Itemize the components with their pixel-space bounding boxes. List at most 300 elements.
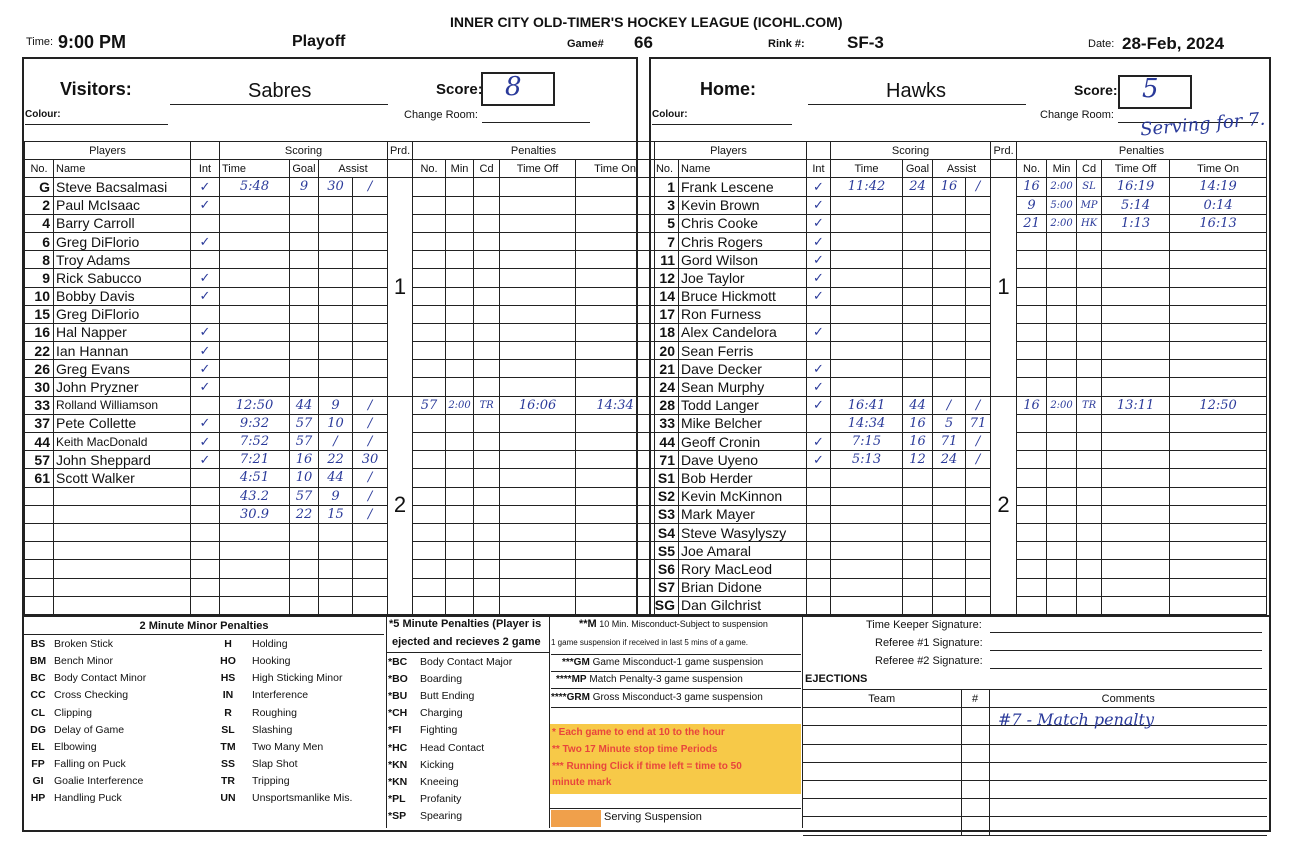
penalty-off[interactable] bbox=[1102, 287, 1170, 305]
ejection-num[interactable] bbox=[961, 799, 989, 817]
penalty-on[interactable] bbox=[576, 269, 655, 287]
penalty-cd[interactable] bbox=[474, 414, 500, 432]
assist-2[interactable] bbox=[966, 287, 991, 305]
goal-time[interactable] bbox=[220, 251, 290, 269]
penalty-min[interactable] bbox=[446, 360, 474, 378]
penalty-no[interactable] bbox=[413, 323, 446, 341]
assist-1[interactable]: 44 bbox=[319, 469, 353, 487]
goal-scorer[interactable]: 57 bbox=[290, 487, 319, 505]
ejection-num[interactable] bbox=[961, 817, 989, 835]
penalty-no[interactable] bbox=[413, 178, 446, 196]
assist-1[interactable] bbox=[319, 196, 353, 214]
goal-scorer[interactable]: 12 bbox=[903, 451, 933, 469]
penalty-on[interactable] bbox=[576, 360, 655, 378]
player-int-check[interactable] bbox=[807, 487, 831, 505]
assist-2[interactable] bbox=[353, 323, 388, 341]
assist-2[interactable] bbox=[353, 523, 388, 541]
penalty-cd[interactable] bbox=[474, 542, 500, 560]
penalty-cd[interactable] bbox=[474, 342, 500, 360]
player-int-check[interactable]: ✓ bbox=[191, 378, 220, 396]
goal-time[interactable]: 4:51 bbox=[220, 469, 290, 487]
assist-1[interactable] bbox=[933, 560, 966, 578]
penalty-cd[interactable] bbox=[474, 378, 500, 396]
penalty-cd[interactable] bbox=[474, 505, 500, 523]
penalty-on[interactable] bbox=[576, 232, 655, 250]
penalty-min[interactable] bbox=[1047, 451, 1077, 469]
player-int-check[interactable]: ✓ bbox=[191, 269, 220, 287]
goal-time[interactable]: 7:21 bbox=[220, 451, 290, 469]
penalty-off[interactable] bbox=[1102, 232, 1170, 250]
penalty-on[interactable] bbox=[576, 214, 655, 232]
penalty-no[interactable]: 16 bbox=[1017, 178, 1047, 196]
player-int-check[interactable]: ✓ bbox=[807, 396, 831, 414]
goal-time[interactable] bbox=[220, 305, 290, 323]
penalty-off[interactable] bbox=[1102, 323, 1170, 341]
penalty-off[interactable] bbox=[1102, 578, 1170, 596]
assist-1[interactable] bbox=[933, 232, 966, 250]
penalty-min[interactable] bbox=[446, 323, 474, 341]
penalty-off[interactable] bbox=[500, 414, 576, 432]
penalty-no[interactable] bbox=[1017, 342, 1047, 360]
penalty-min[interactable]: 2:00 bbox=[1047, 214, 1077, 232]
goal-scorer[interactable]: 10 bbox=[290, 469, 319, 487]
penalty-off[interactable] bbox=[500, 578, 576, 596]
goal-scorer[interactable] bbox=[903, 323, 933, 341]
assist-1[interactable]: / bbox=[933, 396, 966, 414]
penalty-cd[interactable] bbox=[474, 196, 500, 214]
penalty-min[interactable]: 5:00 bbox=[1047, 196, 1077, 214]
ejection-team[interactable] bbox=[803, 799, 961, 817]
assist-1[interactable] bbox=[933, 251, 966, 269]
penalty-on[interactable]: 0:14 bbox=[1170, 196, 1267, 214]
penalty-off[interactable] bbox=[500, 542, 576, 560]
assist-2[interactable]: / bbox=[353, 469, 388, 487]
penalty-min[interactable] bbox=[1047, 414, 1077, 432]
assist-1[interactable] bbox=[319, 269, 353, 287]
goal-time[interactable] bbox=[831, 560, 903, 578]
penalty-on[interactable] bbox=[576, 378, 655, 396]
goal-time[interactable] bbox=[220, 232, 290, 250]
penalty-off[interactable] bbox=[500, 505, 576, 523]
assist-1[interactable]: / bbox=[319, 433, 353, 451]
goal-time[interactable] bbox=[831, 196, 903, 214]
assist-1[interactable] bbox=[319, 378, 353, 396]
ejection-num[interactable] bbox=[961, 726, 989, 744]
goal-time[interactable] bbox=[831, 487, 903, 505]
penalty-on[interactable]: 14:19 bbox=[1170, 178, 1267, 196]
penalty-min[interactable]: 2:00 bbox=[1047, 178, 1077, 196]
assist-2[interactable] bbox=[966, 196, 991, 214]
goal-time[interactable] bbox=[220, 214, 290, 232]
goal-scorer[interactable] bbox=[903, 360, 933, 378]
ejection-team[interactable] bbox=[803, 744, 961, 762]
penalty-cd[interactable] bbox=[1077, 433, 1102, 451]
assist-1[interactable] bbox=[319, 596, 353, 614]
goal-time[interactable] bbox=[831, 251, 903, 269]
assist-1[interactable]: 16 bbox=[933, 178, 966, 196]
player-int-check[interactable]: ✓ bbox=[807, 360, 831, 378]
assist-1[interactable]: 24 bbox=[933, 451, 966, 469]
assist-2[interactable] bbox=[966, 269, 991, 287]
penalty-on[interactable] bbox=[1170, 232, 1267, 250]
assist-2[interactable] bbox=[966, 342, 991, 360]
goal-time[interactable] bbox=[831, 469, 903, 487]
penalty-off[interactable] bbox=[1102, 542, 1170, 560]
penalty-cd[interactable] bbox=[474, 578, 500, 596]
assist-2[interactable] bbox=[966, 251, 991, 269]
goal-time[interactable] bbox=[831, 323, 903, 341]
penalty-min[interactable] bbox=[446, 232, 474, 250]
penalty-cd[interactable]: TR bbox=[474, 396, 500, 414]
goal-scorer[interactable] bbox=[903, 287, 933, 305]
penalty-cd[interactable] bbox=[474, 305, 500, 323]
penalty-on[interactable] bbox=[576, 560, 655, 578]
goal-scorer[interactable] bbox=[903, 305, 933, 323]
assist-1[interactable] bbox=[319, 342, 353, 360]
goal-scorer[interactable] bbox=[290, 232, 319, 250]
penalty-no[interactable] bbox=[1017, 360, 1047, 378]
assist-1[interactable] bbox=[933, 305, 966, 323]
player-int-check[interactable]: ✓ bbox=[807, 251, 831, 269]
goal-scorer[interactable]: 24 bbox=[903, 178, 933, 196]
ejection-team[interactable] bbox=[803, 726, 961, 744]
goal-time[interactable] bbox=[831, 305, 903, 323]
assist-1[interactable] bbox=[933, 323, 966, 341]
player-int-check[interactable] bbox=[807, 578, 831, 596]
goal-scorer[interactable] bbox=[903, 542, 933, 560]
penalty-min[interactable] bbox=[446, 433, 474, 451]
player-int-check[interactable] bbox=[191, 214, 220, 232]
assist-2[interactable] bbox=[966, 523, 991, 541]
goal-scorer[interactable] bbox=[290, 596, 319, 614]
assist-2[interactable] bbox=[353, 378, 388, 396]
penalty-on[interactable] bbox=[576, 414, 655, 432]
goal-scorer[interactable] bbox=[903, 469, 933, 487]
penalty-min[interactable] bbox=[446, 196, 474, 214]
assist-2[interactable]: / bbox=[966, 178, 991, 196]
referee2-signature-line[interactable] bbox=[990, 668, 1262, 669]
goal-scorer[interactable] bbox=[290, 560, 319, 578]
goal-time[interactable] bbox=[831, 523, 903, 541]
player-int-check[interactable]: ✓ bbox=[807, 323, 831, 341]
assist-1[interactable] bbox=[319, 305, 353, 323]
timekeeper-signature-line[interactable] bbox=[990, 632, 1262, 633]
assist-2[interactable]: / bbox=[353, 396, 388, 414]
penalty-no[interactable] bbox=[413, 342, 446, 360]
penalty-on[interactable] bbox=[1170, 542, 1267, 560]
penalty-on[interactable] bbox=[576, 342, 655, 360]
player-int-check[interactable] bbox=[191, 487, 220, 505]
player-int-check[interactable] bbox=[807, 342, 831, 360]
goal-scorer[interactable] bbox=[290, 578, 319, 596]
player-int-check[interactable] bbox=[191, 523, 220, 541]
penalty-no[interactable] bbox=[1017, 542, 1047, 560]
player-int-check[interactable] bbox=[191, 251, 220, 269]
penalty-no[interactable]: 57 bbox=[413, 396, 446, 414]
penalty-off[interactable] bbox=[500, 596, 576, 614]
goal-time[interactable]: 43.2 bbox=[220, 487, 290, 505]
penalty-cd[interactable] bbox=[474, 269, 500, 287]
player-int-check[interactable]: ✓ bbox=[191, 232, 220, 250]
penalty-cd[interactable] bbox=[1077, 269, 1102, 287]
player-int-check[interactable]: ✓ bbox=[191, 287, 220, 305]
goal-time[interactable] bbox=[220, 269, 290, 287]
penalty-on[interactable] bbox=[1170, 433, 1267, 451]
penalty-no[interactable] bbox=[413, 505, 446, 523]
assist-2[interactable] bbox=[966, 360, 991, 378]
player-int-check[interactable] bbox=[807, 596, 831, 614]
goal-scorer[interactable]: 16 bbox=[903, 433, 933, 451]
ejection-team[interactable] bbox=[803, 762, 961, 780]
penalty-no[interactable] bbox=[1017, 287, 1047, 305]
goal-time[interactable] bbox=[831, 287, 903, 305]
assist-2[interactable] bbox=[966, 378, 991, 396]
assist-2[interactable] bbox=[353, 305, 388, 323]
penalty-off[interactable]: 13:11 bbox=[1102, 396, 1170, 414]
goal-scorer[interactable] bbox=[903, 196, 933, 214]
penalty-min[interactable] bbox=[446, 578, 474, 596]
goal-time[interactable] bbox=[831, 578, 903, 596]
penalty-min[interactable]: 2:00 bbox=[1047, 396, 1077, 414]
goal-time[interactable] bbox=[220, 596, 290, 614]
player-int-check[interactable]: ✓ bbox=[191, 178, 220, 196]
penalty-min[interactable] bbox=[1047, 232, 1077, 250]
penalty-cd[interactable] bbox=[474, 596, 500, 614]
player-int-check[interactable]: ✓ bbox=[807, 232, 831, 250]
player-int-check[interactable]: ✓ bbox=[191, 342, 220, 360]
assist-1[interactable] bbox=[933, 196, 966, 214]
penalty-min[interactable] bbox=[1047, 433, 1077, 451]
penalty-min[interactable] bbox=[446, 251, 474, 269]
goal-time[interactable] bbox=[831, 596, 903, 614]
penalty-on[interactable] bbox=[576, 251, 655, 269]
penalty-cd[interactable] bbox=[1077, 578, 1102, 596]
penalty-off[interactable] bbox=[500, 469, 576, 487]
penalty-min[interactable] bbox=[1047, 578, 1077, 596]
player-int-check[interactable] bbox=[191, 505, 220, 523]
penalty-cd[interactable] bbox=[1077, 523, 1102, 541]
penalty-off[interactable] bbox=[500, 487, 576, 505]
assist-2[interactable] bbox=[353, 287, 388, 305]
penalty-cd[interactable]: TR bbox=[1077, 396, 1102, 414]
penalty-min[interactable] bbox=[1047, 323, 1077, 341]
assist-1[interactable] bbox=[933, 505, 966, 523]
penalty-cd[interactable] bbox=[474, 251, 500, 269]
ejection-num[interactable] bbox=[961, 744, 989, 762]
goal-scorer[interactable] bbox=[903, 487, 933, 505]
penalty-cd[interactable] bbox=[1077, 251, 1102, 269]
penalty-min[interactable] bbox=[1047, 287, 1077, 305]
assist-2[interactable] bbox=[353, 578, 388, 596]
penalty-on[interactable] bbox=[576, 287, 655, 305]
penalty-no[interactable] bbox=[413, 196, 446, 214]
penalty-cd[interactable] bbox=[1077, 596, 1102, 614]
penalty-on[interactable] bbox=[1170, 487, 1267, 505]
penalty-on[interactable]: 16:13 bbox=[1170, 214, 1267, 232]
penalty-off[interactable] bbox=[1102, 505, 1170, 523]
goal-scorer[interactable]: 22 bbox=[290, 505, 319, 523]
penalty-off[interactable] bbox=[1102, 596, 1170, 614]
penalty-off[interactable]: 5:14 bbox=[1102, 196, 1170, 214]
penalty-on[interactable] bbox=[576, 596, 655, 614]
penalty-cd[interactable] bbox=[474, 523, 500, 541]
goal-scorer[interactable] bbox=[903, 560, 933, 578]
penalty-cd[interactable] bbox=[1077, 487, 1102, 505]
penalty-on[interactable] bbox=[1170, 596, 1267, 614]
assist-2[interactable]: / bbox=[966, 451, 991, 469]
penalty-min[interactable] bbox=[446, 178, 474, 196]
ejection-comment[interactable] bbox=[989, 799, 1267, 817]
goal-scorer[interactable] bbox=[290, 378, 319, 396]
penalty-cd[interactable] bbox=[474, 433, 500, 451]
ejection-num[interactable] bbox=[961, 762, 989, 780]
penalty-cd[interactable] bbox=[474, 451, 500, 469]
goal-scorer[interactable] bbox=[903, 378, 933, 396]
penalty-no[interactable]: 9 bbox=[1017, 196, 1047, 214]
goal-scorer[interactable] bbox=[290, 287, 319, 305]
goal-time[interactable]: 16:41 bbox=[831, 396, 903, 414]
penalty-off[interactable] bbox=[500, 323, 576, 341]
goal-time[interactable] bbox=[831, 542, 903, 560]
assist-1[interactable] bbox=[319, 323, 353, 341]
goal-time[interactable] bbox=[831, 360, 903, 378]
penalty-on[interactable] bbox=[1170, 323, 1267, 341]
penalty-no[interactable] bbox=[413, 378, 446, 396]
penalty-no[interactable] bbox=[1017, 414, 1047, 432]
penalty-cd[interactable] bbox=[1077, 232, 1102, 250]
penalty-min[interactable] bbox=[446, 414, 474, 432]
penalty-on[interactable] bbox=[1170, 469, 1267, 487]
player-int-check[interactable]: ✓ bbox=[191, 451, 220, 469]
player-int-check[interactable]: ✓ bbox=[191, 360, 220, 378]
penalty-cd[interactable] bbox=[1077, 287, 1102, 305]
penalty-no[interactable] bbox=[1017, 469, 1047, 487]
assist-2[interactable]: / bbox=[353, 487, 388, 505]
assist-1[interactable] bbox=[933, 523, 966, 541]
player-int-check[interactable]: ✓ bbox=[807, 451, 831, 469]
penalty-on[interactable] bbox=[1170, 578, 1267, 596]
penalty-off[interactable] bbox=[500, 305, 576, 323]
assist-2[interactable]: / bbox=[353, 433, 388, 451]
assist-2[interactable] bbox=[966, 578, 991, 596]
penalty-off[interactable]: 16:06 bbox=[500, 396, 576, 414]
goal-time[interactable] bbox=[831, 505, 903, 523]
penalty-no[interactable] bbox=[413, 360, 446, 378]
penalty-min[interactable] bbox=[446, 342, 474, 360]
penalty-off[interactable] bbox=[1102, 414, 1170, 432]
penalty-min[interactable] bbox=[1047, 523, 1077, 541]
penalty-off[interactable] bbox=[500, 214, 576, 232]
penalty-no[interactable] bbox=[413, 487, 446, 505]
goal-time[interactable]: 12:50 bbox=[220, 396, 290, 414]
goal-scorer[interactable] bbox=[290, 323, 319, 341]
goal-time[interactable] bbox=[220, 523, 290, 541]
penalty-min[interactable] bbox=[446, 523, 474, 541]
goal-scorer[interactable]: 57 bbox=[290, 414, 319, 432]
assist-1[interactable] bbox=[319, 232, 353, 250]
penalty-off[interactable]: 1:13 bbox=[1102, 214, 1170, 232]
assist-1[interactable] bbox=[933, 378, 966, 396]
assist-2[interactable] bbox=[353, 214, 388, 232]
penalty-min[interactable] bbox=[446, 542, 474, 560]
penalty-cd[interactable] bbox=[474, 214, 500, 232]
penalty-no[interactable] bbox=[1017, 523, 1047, 541]
goal-scorer[interactable] bbox=[903, 214, 933, 232]
penalty-no[interactable] bbox=[413, 560, 446, 578]
penalty-min[interactable] bbox=[446, 287, 474, 305]
assist-1[interactable]: 15 bbox=[319, 505, 353, 523]
penalty-no[interactable] bbox=[1017, 596, 1047, 614]
penalty-off[interactable] bbox=[500, 269, 576, 287]
penalty-no[interactable] bbox=[413, 578, 446, 596]
penalty-cd[interactable] bbox=[1077, 451, 1102, 469]
goal-scorer[interactable] bbox=[903, 232, 933, 250]
penalty-no[interactable] bbox=[413, 269, 446, 287]
assist-2[interactable] bbox=[966, 487, 991, 505]
penalty-cd[interactable] bbox=[474, 178, 500, 196]
ejection-team[interactable] bbox=[803, 817, 961, 835]
goal-scorer[interactable] bbox=[903, 578, 933, 596]
penalty-off[interactable] bbox=[1102, 433, 1170, 451]
player-int-check[interactable]: ✓ bbox=[807, 433, 831, 451]
assist-2[interactable]: / bbox=[966, 433, 991, 451]
ejection-team[interactable] bbox=[803, 780, 961, 798]
penalty-min[interactable] bbox=[1047, 360, 1077, 378]
penalty-min[interactable] bbox=[1047, 342, 1077, 360]
penalty-min[interactable] bbox=[1047, 542, 1077, 560]
ejection-comment[interactable] bbox=[989, 817, 1267, 835]
goal-time[interactable]: 7:52 bbox=[220, 433, 290, 451]
assist-2[interactable]: 71 bbox=[966, 414, 991, 432]
penalty-off[interactable] bbox=[500, 378, 576, 396]
penalty-off[interactable] bbox=[500, 232, 576, 250]
penalty-on[interactable] bbox=[1170, 342, 1267, 360]
player-int-check[interactable] bbox=[807, 523, 831, 541]
penalty-off[interactable]: 16:19 bbox=[1102, 178, 1170, 196]
goal-time[interactable] bbox=[831, 378, 903, 396]
goal-scorer[interactable] bbox=[903, 523, 933, 541]
penalty-no[interactable] bbox=[1017, 505, 1047, 523]
assist-1[interactable] bbox=[319, 251, 353, 269]
goal-time[interactable] bbox=[831, 342, 903, 360]
penalty-on[interactable]: 14:34 bbox=[576, 396, 655, 414]
assist-2[interactable]: 30 bbox=[353, 451, 388, 469]
penalty-on[interactable] bbox=[576, 505, 655, 523]
penalty-on[interactable] bbox=[576, 469, 655, 487]
penalty-off[interactable] bbox=[500, 523, 576, 541]
penalty-no[interactable] bbox=[1017, 578, 1047, 596]
ejection-comment[interactable] bbox=[989, 780, 1267, 798]
goal-time[interactable] bbox=[831, 232, 903, 250]
assist-1[interactable] bbox=[319, 542, 353, 560]
goal-time[interactable] bbox=[831, 269, 903, 287]
ejection-num[interactable] bbox=[961, 780, 989, 798]
penalty-no[interactable]: 16 bbox=[1017, 396, 1047, 414]
penalty-cd[interactable] bbox=[1077, 560, 1102, 578]
assist-2[interactable] bbox=[353, 560, 388, 578]
penalty-no[interactable] bbox=[413, 232, 446, 250]
goal-scorer[interactable]: 57 bbox=[290, 433, 319, 451]
penalty-on[interactable] bbox=[576, 196, 655, 214]
assist-1[interactable] bbox=[319, 287, 353, 305]
penalty-no[interactable] bbox=[1017, 433, 1047, 451]
penalty-off[interactable] bbox=[1102, 305, 1170, 323]
player-int-check[interactable] bbox=[807, 560, 831, 578]
player-int-check[interactable]: ✓ bbox=[191, 196, 220, 214]
penalty-cd[interactable] bbox=[1077, 305, 1102, 323]
penalty-min[interactable] bbox=[446, 451, 474, 469]
penalty-on[interactable] bbox=[1170, 287, 1267, 305]
